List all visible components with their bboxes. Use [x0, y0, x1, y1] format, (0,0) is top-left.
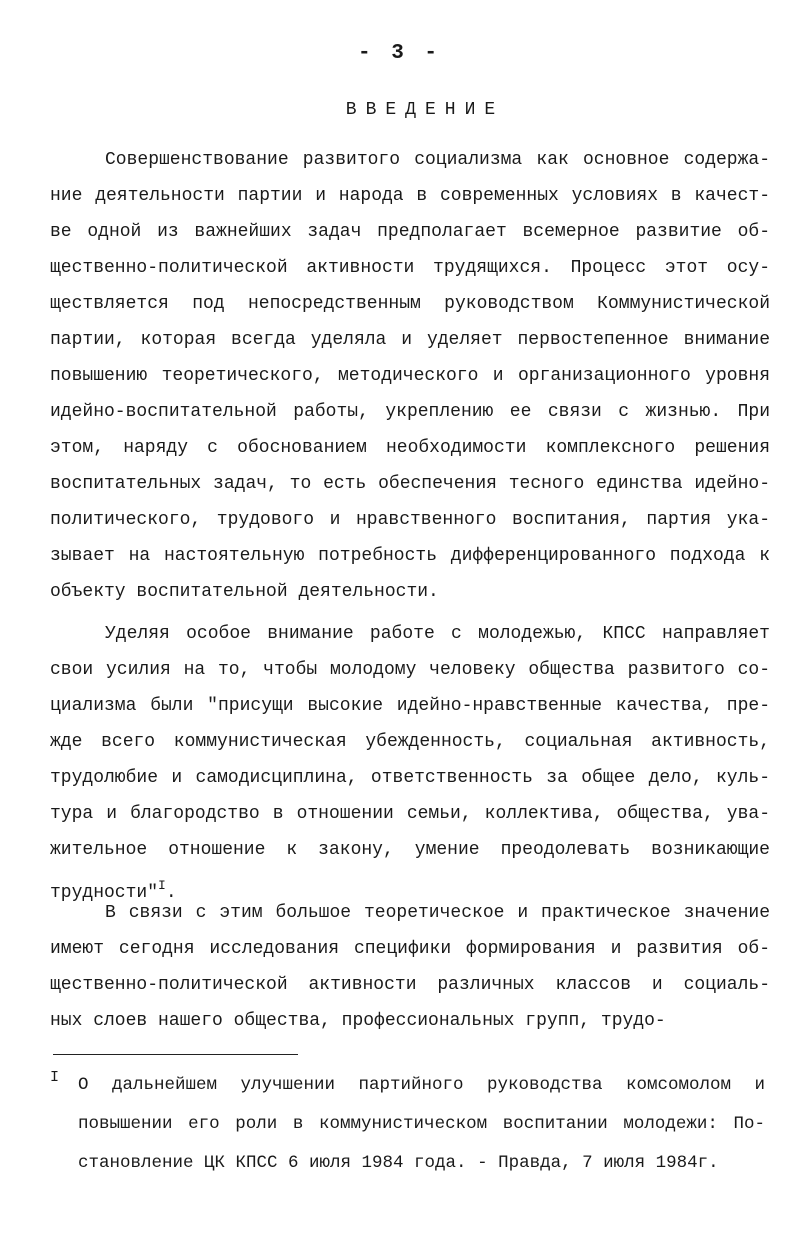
page-number: - 3 -	[357, 42, 441, 65]
footnote-separator	[53, 1054, 298, 1055]
text-line: имеют сегодня исследования специфики формирования и развития об-	[50, 939, 770, 959]
text-line: этом, наряду с обоснованием необходимости комплексного решения	[50, 438, 770, 458]
text-line: ве одной из важнейших задач предполагает всемерное развитие об-	[50, 222, 770, 242]
text-line: ществляется под непосредственным руководством Коммунистической	[50, 294, 770, 314]
footnote-reference[interactable]: I	[158, 878, 166, 893]
text-line: щественно-политической активности трудящихся. Процесс этот осу-	[50, 258, 770, 278]
footnote-line: повышении его роли в коммунистическом воспитании молодежи: По-	[78, 1114, 765, 1134]
text-line: объекту воспитательной деятельности.	[50, 582, 439, 602]
punctuation: .	[165, 883, 177, 903]
text-line: идейно-воспитательной работы, укреплению ее связи с жизнью. При	[50, 402, 770, 422]
text-line: ных слоев нашего общества, профессиональных групп, трудо-	[50, 1011, 666, 1031]
footnote-line: становление ЦК КПСС 6 июля 1984 года. - Правда, 7 июля 1984г.	[78, 1153, 719, 1173]
text-line-content: трудности"	[50, 883, 159, 903]
text-line: Совершенствование развитого социализма как основное содержа-	[105, 150, 770, 170]
text-line: жде всего коммунистическая убежденность, социальная активность,	[50, 732, 770, 752]
text-line: зывает на настоятельную потребность дифференцированного подхода к	[50, 546, 770, 566]
footnote-line: О дальнейшем улучшении партийного руководства комсомолом и	[78, 1075, 765, 1095]
text-line: воспитательных задач, то есть обеспечения тесного единства идейно-	[50, 474, 770, 494]
paragraph-3	[50, 895, 770, 1039]
text-line: партии, которая всегда уделяла и уделяет первостепенное внимание	[50, 330, 770, 350]
paragraph-1	[50, 142, 770, 610]
section-title: ВВЕДЕНИЕ	[345, 100, 505, 120]
footnote	[50, 1066, 765, 1183]
footnote-mark: I	[50, 1069, 60, 1086]
text-line: Уделяя особое внимание работе с молодежью, КПСС направляет	[105, 624, 770, 644]
text-line: циализма были "присущи высокие идейно-нравственные качества, пре-	[50, 696, 770, 716]
paragraph-2	[50, 616, 770, 911]
text-line: В связи с этим большое теоретическое и практическое значение	[105, 903, 770, 923]
text-line: повышению теоретического, методического и организационного уровня	[50, 366, 770, 386]
text-line: тура и благородство в отношении семьи, коллектива, общества, ува-	[50, 804, 770, 824]
text-line: ние деятельности партии и народа в современных условиях в качест-	[50, 186, 770, 206]
text-line: жительное отношение к закону, умение преодолевать возникающие	[50, 840, 770, 860]
text-line: трудолюбие и самодисциплина, ответственность за общее дело, куль-	[50, 768, 770, 788]
text-line: щественно-политической активности различных классов и социаль-	[50, 975, 770, 995]
text-line: политического, трудового и нравственного воспитания, партия ука-	[50, 510, 770, 530]
text-line: свои усилия на то, чтобы молодому человеку общества развитого со-	[50, 660, 770, 680]
